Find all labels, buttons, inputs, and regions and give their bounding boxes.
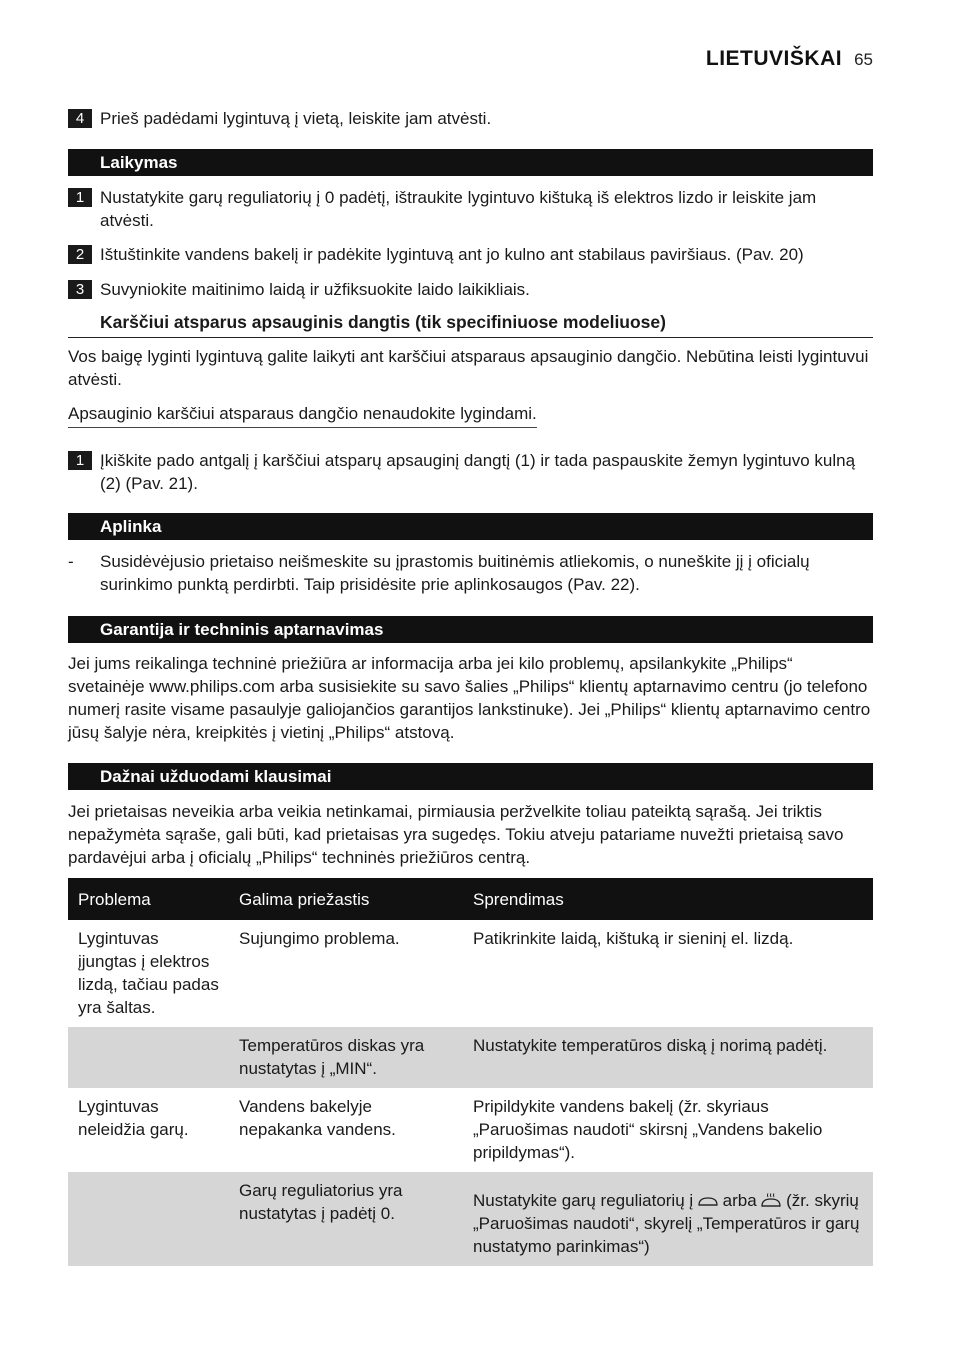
solution-text-a: Nustatykite garų reguliatorių į (473, 1191, 694, 1210)
section-title: Garantija ir techninis aptarnavimas (100, 620, 384, 639)
page-header (706, 47, 873, 71)
table-row (68, 1088, 873, 1172)
step-text: Prieš padėdami lygintuvą į vietą, leiskite jam atvėsti. (100, 109, 492, 128)
cover-paragraph: Vos baigę lyginti lygintuvą galite laikyti ant karščiui atsparaus apsauginio dangčio. Nebūtina leisti lygintuvui atvėsti. (68, 347, 869, 389)
environment-text: Susidėvėjusio prietaiso neišmeskite su įprastomis buitinėmis atliekomis, o nuneškite jį į oficialų surinkimo punktą perdirbti. Taip prisidėsite prie aplinkosaugos (Pav. 22). (100, 552, 810, 594)
col-header-cause: Galima priežastis (229, 878, 463, 920)
solution-text-b: arba (722, 1191, 757, 1210)
page-number: 65 (854, 50, 873, 69)
list-dash: - (68, 552, 74, 571)
faq-table (68, 878, 873, 1266)
storage-step-2 (68, 243, 873, 266)
cell-problem (68, 1027, 229, 1088)
section-bar-faq (68, 763, 873, 790)
step-number: 1 (68, 188, 92, 207)
step-number: 4 (68, 109, 92, 128)
cell-solution: Patikrinkite laidą, kištuką ir sieninį el. lizdą. (473, 929, 794, 948)
subsection-divider (68, 337, 873, 338)
cell-cause: Temperatūros diskas yra nustatytas į „MIN“. (229, 1027, 463, 1088)
steam-high-icon (761, 1193, 781, 1207)
table-row (68, 1027, 873, 1088)
guarantee-paragraph: Jei jums reikalinga techninė priežiūra ar informacija arba jei kilo problemų, apsilankykite „Philips“ svetainėje www.philips.com arba susisiekite su savo šalies „Philips“ klientų aptarnavimo centru (jo telefono numerį rasite visame pasaulyje galiojančios garantijos lankstinuke). Jei „Philips“ klientų aptarnavimo centro jūsų šalyje nėra, kreipkitės į vietinį „Philips“ atstovą. (68, 654, 871, 742)
storage-step-1 (68, 186, 873, 232)
cell-problem (68, 1172, 229, 1266)
section-bar-guarantee (68, 616, 873, 643)
step-number: 1 (68, 451, 92, 470)
step-text: Suvyniokite maitinimo laidą ir užfiksuokite laido laikikliais. (100, 280, 530, 299)
section-title: Aplinka (100, 517, 162, 536)
cell-problem: Lygintuvas neleidžia garų. (78, 1097, 189, 1139)
cell-cause: Sujungimo problema. (239, 929, 400, 948)
section-title: Laikymas (100, 153, 178, 172)
col-header-problem: Problema (68, 878, 229, 920)
table-header-row (68, 878, 873, 920)
section-title: Dažnai užduodami klausimai (100, 767, 332, 786)
section-bar-storage (68, 149, 873, 176)
steam-low-icon (698, 1193, 718, 1207)
cell-solution: Nustatykite temperatūros diską į norimą padėtį. (463, 1027, 873, 1088)
cell-cause: Vandens bakelyje nepakanka vandens. (239, 1097, 396, 1139)
language-label: LIETUVIŠKAI (705, 47, 843, 70)
cell-cause: Garų reguliatorius yra nustatytas į padėtį 0. (229, 1172, 463, 1266)
storage-step-3 (68, 278, 873, 301)
step-text: Nustatykite garų reguliatorių į 0 padėtį, ištraukite lygintuvo kištuką iš elektros lizdo ir leiskite jam atvėsti. (100, 188, 817, 230)
cell-problem: Lygintuvas įjungtas į elektros lizdą, tačiau padas yra šaltas. (78, 929, 219, 1017)
section-bar-environment (68, 513, 873, 540)
cover-warning: Apsauginio karščiui atsparaus dangčio nenaudokite lygindami. (68, 402, 537, 428)
solution-text-c: (žr. skyrių „Paruošimas naudoti“, skyrelį „Temperatūros ir garų nustatymo parinkimas“) (473, 1191, 860, 1256)
step-number: 3 (68, 280, 92, 299)
environment-item (68, 550, 873, 596)
cover-step-1 (68, 449, 873, 495)
cell-solution (463, 1172, 873, 1266)
subsection-title-cover: Karščiui atsparus apsauginis dangtis (tik specifiniuose modeliuose) (100, 312, 666, 332)
step-4 (68, 107, 873, 130)
col-header-solution: Sprendimas (463, 878, 873, 920)
step-text: Ištuštinkite vandens bakelį ir padėkite lygintuvą ant jo kulno ant stabilaus paviršiaus. (Pav. 20) (100, 245, 804, 264)
step-text: Įkiškite pado antgalį į karščiui atsparų apsauginį dangtį (1) ir tada paspauskite žemyn lygintuvo kulną (2) (Pav. 21). (100, 451, 856, 493)
table-row (68, 1172, 873, 1266)
faq-paragraph: Jei prietaisas neveikia arba veikia netinkamai, pirmiausia peržvelkite toliau pateiktą sąrašą. Jei triktis nepažymėta sąraše, gali būti, kad prietaisas yra sugedęs. Tokiu atveju patariame nuvežti prietaisą savo pardavėjui arba į oficialų „Philips“ techninės priežiūros centrą. (68, 802, 844, 867)
step-number: 2 (68, 245, 92, 264)
table-row (68, 920, 873, 1027)
cell-solution: Pripildykite vandens bakelį (žr. skyriaus „Paruošimas naudoti“ skirsnį „Vandens bakelio pripildymas“). (473, 1097, 823, 1162)
